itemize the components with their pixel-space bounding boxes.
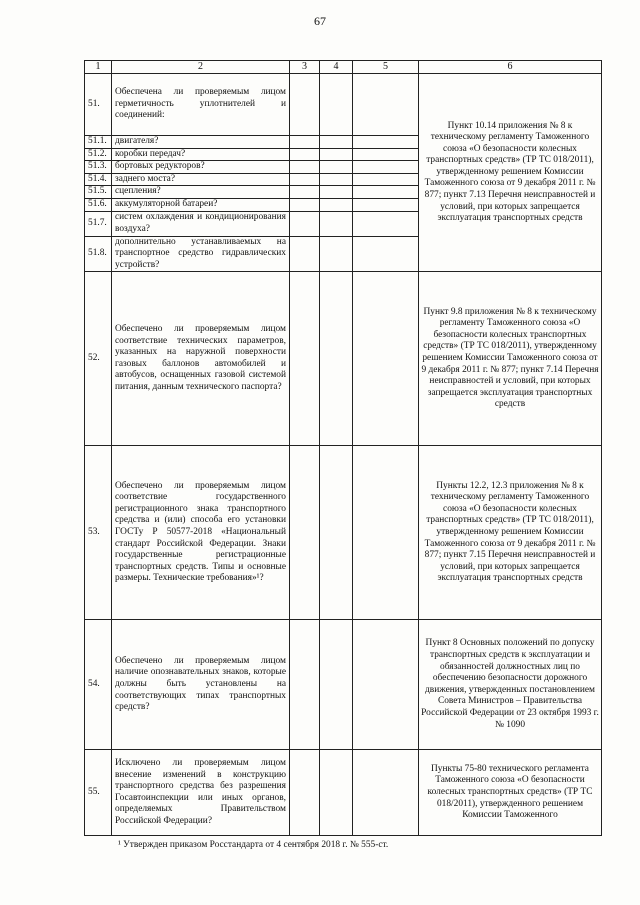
question-text: бортовых редукторов? (112, 161, 290, 174)
question-text: коробки передач? (112, 148, 290, 161)
answer-cell[interactable] (320, 446, 353, 620)
table-row (85, 620, 602, 750)
answer-cell[interactable] (290, 186, 320, 199)
item-number: 51.1. (85, 136, 112, 149)
question-text: сцепления? (112, 186, 290, 199)
answer-cell[interactable] (290, 750, 320, 836)
table-row (85, 446, 602, 620)
answer-cell[interactable] (320, 136, 353, 149)
answer-cell[interactable] (353, 198, 419, 211)
column-header: 4 (320, 61, 353, 74)
question-text: Обеспечено ли проверяемым лицом соответствие технических параметров, указанных на наружной поверхности газовых баллонов автомобилей и автобусов, оснащенных газовой системой питания, данным технического паспорта? (112, 272, 290, 446)
item-number: 51.3. (85, 161, 112, 174)
question-text: Обеспечено ли проверяемым лицом соответствие государственного регистрационного знака транспортного средства и (или) способа его установки ГОСТу Р 50577-2018 «Национальный стандарт Российской Федерации. Знаки государственные регистрационные транспортных средств. Типы и основные размеры. Технические требования»¹? (112, 446, 290, 620)
answer-cell[interactable] (353, 236, 419, 272)
answer-cell[interactable] (290, 161, 320, 174)
answer-cell[interactable] (353, 186, 419, 199)
item-number: 51.5. (85, 186, 112, 199)
question-text: систем охлаждения и кондиционирования воздуха? (112, 211, 290, 236)
legal-reference: Пункты 75-80 технического регламента Таможенного союза «О безопасности колесных транспортных средств» (ТР ТС 018/2011), утвержденного решением Комиссии Таможенного (419, 750, 602, 836)
page-number: 67 (314, 14, 326, 28)
answer-cell[interactable] (353, 148, 419, 161)
table-row (85, 74, 602, 136)
table-header-row (85, 61, 602, 74)
question-text: аккумуляторной батареи? (112, 198, 290, 211)
answer-cell[interactable] (290, 620, 320, 750)
table-row (85, 272, 602, 446)
legal-reference: Пункты 12.2, 12.3 приложения № 8 к техническому регламенту Таможенного союза «О безопасности колесных транспортных средств» (ТР ТС 018/2011), утвержденному решением Комиссии Таможенного союза от 9 декабря 2011 г. № 877; пункт 7.15 Перечня неисправностей и условий, при которых запрещается эксплуатация транспортных средств (419, 446, 602, 620)
question-text: Исключено ли проверяемым лицом внесение изменений в конструкцию транспортного средства без разрешения Госавтоинспекции или иных органов, определяемых Правительством Российской Федерации? (112, 750, 290, 836)
answer-cell[interactable] (320, 211, 353, 236)
answer-cell[interactable] (320, 74, 353, 136)
answer-cell[interactable] (290, 211, 320, 236)
column-header: 2 (112, 61, 290, 74)
answer-cell[interactable] (353, 446, 419, 620)
question-text: двигателя? (112, 136, 290, 149)
answer-cell[interactable] (353, 136, 419, 149)
answer-cell[interactable] (320, 198, 353, 211)
answer-cell[interactable] (353, 161, 419, 174)
item-number: 53. (85, 446, 112, 620)
answer-cell[interactable] (353, 750, 419, 836)
answer-cell[interactable] (353, 211, 419, 236)
answer-cell[interactable] (320, 148, 353, 161)
answer-cell[interactable] (320, 272, 353, 446)
item-number: 52. (85, 272, 112, 446)
answer-cell[interactable] (353, 173, 419, 186)
answer-cell[interactable] (290, 136, 320, 149)
item-number: 51.2. (85, 148, 112, 161)
question-text: Обеспечена ли проверяемым лицом герметичность уплотнителей и соединений: (112, 74, 290, 136)
answer-cell[interactable] (320, 161, 353, 174)
question-text: Обеспечено ли проверяемым лицом наличие опознавательных знаков, которые должны быть установлены на соответствующих типах транспортных средств? (112, 620, 290, 750)
item-number: 51.8. (85, 236, 112, 272)
answer-cell[interactable] (290, 198, 320, 211)
question-text: дополнительно устанавливаемых на транспортное средство гидравлических устройств? (112, 236, 290, 272)
checklist-table (84, 60, 602, 836)
answer-cell[interactable] (353, 272, 419, 446)
column-header: 1 (85, 61, 112, 74)
answer-cell[interactable] (320, 750, 353, 836)
table-row (85, 750, 602, 836)
answer-cell[interactable] (320, 186, 353, 199)
answer-cell[interactable] (290, 446, 320, 620)
item-number: 51.7. (85, 211, 112, 236)
item-number: 51.6. (85, 198, 112, 211)
legal-reference: Пункт 8 Основных положений по допуску транспортных средств к эксплуатации и обязанностей должностных лиц по обеспечению безопасности дорожного движения, утвержденных постановлением Совета Министров – Правительства Российской Федерации от 23 октября 1993 г. № 1090 (419, 620, 602, 750)
legal-reference: Пункт 9.8 приложения № 8 к техническому регламенту Таможенного союза «О безопасности колесных транспортных средств» (ТР ТС 018/2011), утвержденному решением Комиссии Таможенного союза от 9 декабря 2011 г. № 877; пункт 7.14 Перечня неисправностей и условий, при которых запрещается эксплуатация транспортных средств (419, 272, 602, 446)
column-header: 3 (290, 61, 320, 74)
footnote: ¹ Утвержден приказом Росстандарта от 4 сентября 2018 г. № 555-ст. (118, 840, 389, 850)
answer-cell[interactable] (353, 74, 419, 136)
column-header: 5 (353, 61, 419, 74)
item-number: 51.4. (85, 173, 112, 186)
answer-cell[interactable] (320, 236, 353, 272)
answer-cell[interactable] (353, 620, 419, 750)
column-header: 6 (419, 61, 602, 74)
footnote-divider (118, 835, 254, 836)
question-text: заднего моста? (112, 173, 290, 186)
answer-cell[interactable] (290, 148, 320, 161)
answer-cell[interactable] (290, 236, 320, 272)
item-number: 51. (85, 74, 112, 136)
answer-cell[interactable] (290, 272, 320, 446)
item-number: 54. (85, 620, 112, 750)
answer-cell[interactable] (290, 74, 320, 136)
item-number: 55. (85, 750, 112, 836)
answer-cell[interactable] (290, 173, 320, 186)
legal-reference: Пункт 10.14 приложения № 8 к техническому регламенту Таможенного союза «О безопасности колесных транспортных средств» (ТР ТС 018/2011), утвержденному решением Комиссии Таможенного союза от 9 декабря 2011 г. № 877; пункт 7.13 Перечня неисправностей и условий, при которых запрещается эксплуатация транспортных средств (419, 74, 602, 272)
answer-cell[interactable] (320, 620, 353, 750)
answer-cell[interactable] (320, 173, 353, 186)
